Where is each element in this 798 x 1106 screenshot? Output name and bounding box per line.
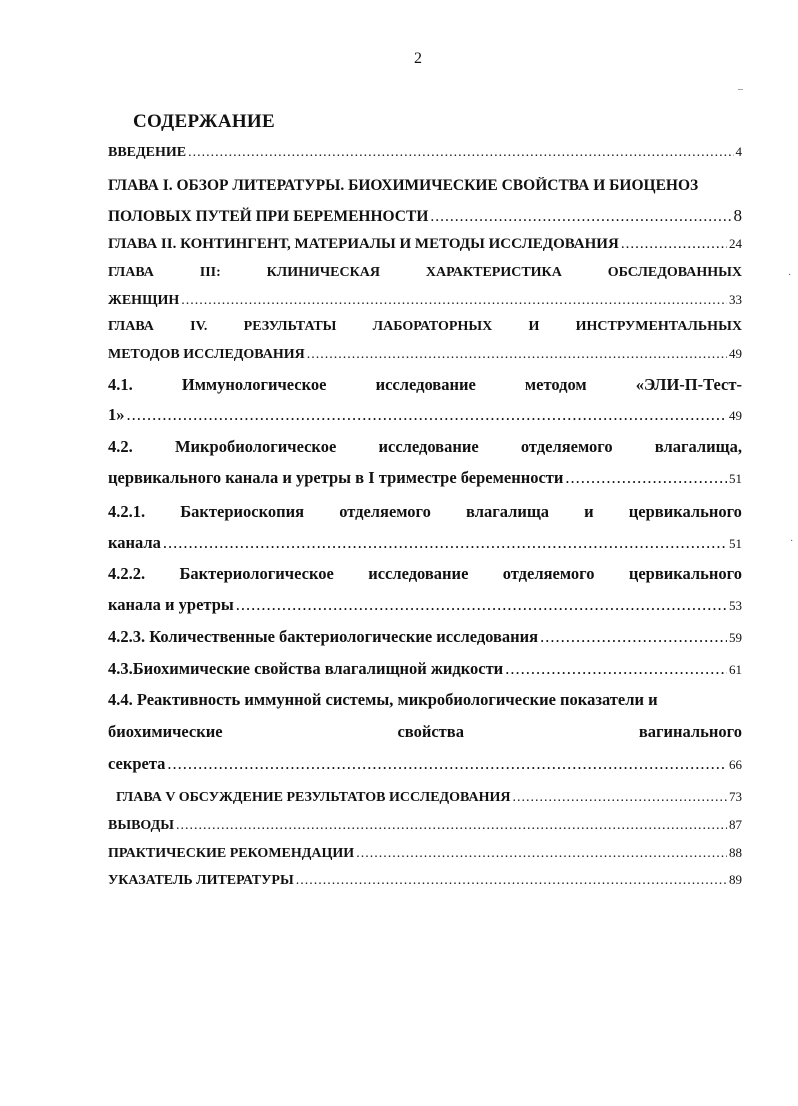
- toc-label: ГЛАВА V ОБСУЖДЕНИЕ РЕЗУЛЬТАТОВ ИССЛЕДОВАНИЯ: [116, 790, 511, 805]
- toc-entry-ch3-line2[interactable]: [108, 292, 742, 309]
- toc-leader: [621, 236, 727, 253]
- toc-entry-4-2-line1[interactable]: [108, 437, 742, 457]
- toc-page: 51: [729, 471, 742, 486]
- toc-word: Микробиологическое: [174, 437, 337, 456]
- toc-entry-4-3[interactable]: [108, 659, 742, 679]
- toc-page: 89: [729, 872, 742, 887]
- toc-leader: [513, 790, 727, 806]
- toc-entry-conclusions[interactable]: [108, 817, 742, 834]
- toc-leader: [356, 846, 727, 862]
- toc-word: Бактериоскопия: [180, 502, 305, 521]
- toc-leader: [505, 659, 727, 679]
- toc-leader: [163, 533, 727, 553]
- toc-label: канала: [108, 533, 161, 552]
- toc-label: ГЛАВА II. КОНТИНГЕНТ, МАТЕРИАЛЫ И МЕТОДЫ ИССЛЕДОВАНИЯ: [108, 236, 619, 252]
- toc-leader: [540, 627, 727, 647]
- toc-word: отделяемого: [339, 502, 431, 521]
- toc-entry-4-1-line2[interactable]: [108, 405, 742, 425]
- toc-page: 88: [729, 845, 742, 860]
- toc-word: IV.: [190, 319, 208, 334]
- toc-page: 73: [729, 789, 742, 804]
- toc-word: РЕЗУЛЬТАТЫ: [243, 319, 337, 334]
- toc-page: 4: [735, 144, 742, 159]
- toc-word: Бактериологическое: [179, 564, 334, 583]
- toc-word: исследование: [375, 375, 476, 394]
- toc-word: 4.2.2.: [108, 564, 146, 583]
- toc-page: 8: [733, 206, 742, 225]
- toc-label: 4.2.3. Количественные бактериологические исследования: [108, 627, 539, 646]
- toc-label: ПОЛОВЫХ ПУТЕЙ ПРИ БЕРЕМЕННОСТИ: [108, 208, 429, 225]
- toc-label: МЕТОДОВ ИССЛЕДОВАНИЯ: [108, 347, 305, 362]
- toc-word: и: [584, 502, 594, 521]
- toc-leader: [236, 595, 727, 615]
- toc-entry-recommendations[interactable]: [108, 845, 742, 862]
- toc-word: цервикального: [628, 564, 742, 583]
- toc-entry-4-2-2-line2[interactable]: [108, 595, 742, 615]
- toc-word: исследование: [378, 437, 479, 456]
- toc-entry-4-4-line2[interactable]: [108, 722, 742, 742]
- toc-entry-4-1-line1[interactable]: [108, 375, 742, 395]
- scan-speck: ·: [788, 270, 792, 281]
- scan-speck: –: [738, 84, 743, 95]
- toc-label: 4.3.Биохимические свойства влагалищной жидкости: [108, 659, 504, 678]
- toc-word: Иммунологическое: [181, 375, 327, 394]
- toc-word: 4.2.1.: [108, 502, 146, 521]
- toc-leader: [127, 405, 728, 425]
- toc-label: канала и уретры: [108, 595, 234, 614]
- toc-word: «ЭЛИ-П-Тест-: [635, 375, 742, 394]
- toc-page: 24: [729, 236, 742, 251]
- toc-word: отделяемого: [502, 564, 595, 583]
- toc-page: 49: [729, 346, 742, 361]
- toc-word: ХАРАКТЕРИСТИКА: [425, 265, 562, 280]
- toc-label: ЖЕНЩИН: [108, 293, 180, 308]
- toc-entry-ch1-line1[interactable]: ГЛАВА I. ОБЗОР ЛИТЕРАТУРЫ. БИОХИМИЧЕСКИЕ СВОЙСТВА И БИОЦЕНОЗ: [108, 177, 699, 194]
- toc-word: биохимические: [108, 722, 223, 741]
- toc-page: 66: [729, 757, 742, 772]
- toc-entry-4-2-line2[interactable]: [108, 468, 742, 488]
- toc-word: цервикального: [628, 502, 742, 521]
- toc-word: вагинального: [638, 722, 742, 741]
- toc-word: 4.2.: [108, 437, 133, 456]
- toc-entry-ch3-line1[interactable]: [108, 265, 742, 281]
- toc-entry-ch1-line2[interactable]: [108, 206, 742, 226]
- toc-page: 51: [729, 536, 742, 551]
- toc-page: 33: [729, 292, 742, 307]
- toc-entry-ch2[interactable]: [108, 236, 742, 253]
- toc-word: ГЛАВА: [108, 265, 154, 280]
- toc-entry-4-2-1-line1[interactable]: [108, 502, 742, 522]
- toc-label: УКАЗАТЕЛЬ ЛИТЕРАТУРЫ: [108, 873, 294, 888]
- toc-page: 87: [729, 817, 742, 832]
- toc-entry-4-4-line1[interactable]: 4.4. Реактивность иммунной системы, микробиологические показатели и: [108, 690, 658, 709]
- toc-word: III:: [199, 265, 221, 280]
- toc-label: цервикального канала и уретры в I триместре беременности: [108, 468, 564, 487]
- toc-word: влагалища: [466, 502, 550, 521]
- toc-entry-intro[interactable]: [108, 144, 742, 161]
- toc-leader: [307, 347, 727, 363]
- toc-label: ПРАКТИЧЕСКИЕ РЕКОМЕНДАЦИИ: [108, 846, 355, 861]
- toc-leader: [565, 468, 727, 488]
- toc-leader: [188, 145, 733, 161]
- toc-label: секрета: [108, 754, 166, 773]
- toc-word: исследование: [368, 564, 469, 583]
- toc-page: 53: [729, 598, 742, 613]
- toc-entry-4-2-3[interactable]: [108, 627, 742, 647]
- toc-leader: [430, 208, 731, 226]
- toc-entry-references[interactable]: [108, 872, 742, 889]
- toc-word: ИНСТРУМЕНТАЛЬНЫХ: [575, 319, 742, 334]
- toc-word: ГЛАВА: [108, 319, 154, 334]
- toc-word: влагалища,: [654, 437, 742, 456]
- toc-word: И: [528, 319, 540, 334]
- toc-entry-ch5[interactable]: [116, 789, 742, 806]
- toc-word: КЛИНИЧЕСКАЯ: [266, 265, 380, 280]
- toc-entry-ch4-line2[interactable]: [108, 346, 742, 363]
- toc-label: ВВЕДЕНИЕ: [108, 145, 187, 160]
- toc-word: методом: [524, 375, 587, 394]
- toc-page: 49: [729, 408, 742, 423]
- toc-page: 59: [729, 630, 742, 645]
- scan-speck: ·: [790, 536, 794, 547]
- toc-entry-4-2-1-line2[interactable]: [108, 533, 742, 553]
- toc-page: 61: [729, 662, 742, 677]
- toc-entry-4-4-line3[interactable]: [108, 754, 742, 774]
- page-number: 2: [414, 50, 422, 67]
- toc-word: 4.1.: [108, 375, 133, 394]
- toc-entry-4-2-2-line1[interactable]: [108, 564, 742, 584]
- toc-label: ВЫВОДЫ: [108, 818, 174, 833]
- page-title: СОДЕРЖАНИЕ: [133, 111, 275, 132]
- toc-label: 1»: [108, 405, 125, 424]
- toc-word: свойства: [397, 722, 464, 741]
- toc-leader: [296, 873, 727, 889]
- toc-entry-ch4-line1[interactable]: [108, 319, 742, 335]
- toc-word: ЛАБОРАТОРНЫХ: [372, 319, 493, 334]
- toc-leader: [167, 754, 727, 774]
- toc-leader: [176, 818, 727, 834]
- toc-word: отделяемого: [520, 437, 613, 456]
- toc-leader: [181, 293, 727, 309]
- toc-word: ОБСЛЕДОВАННЫХ: [607, 265, 742, 280]
